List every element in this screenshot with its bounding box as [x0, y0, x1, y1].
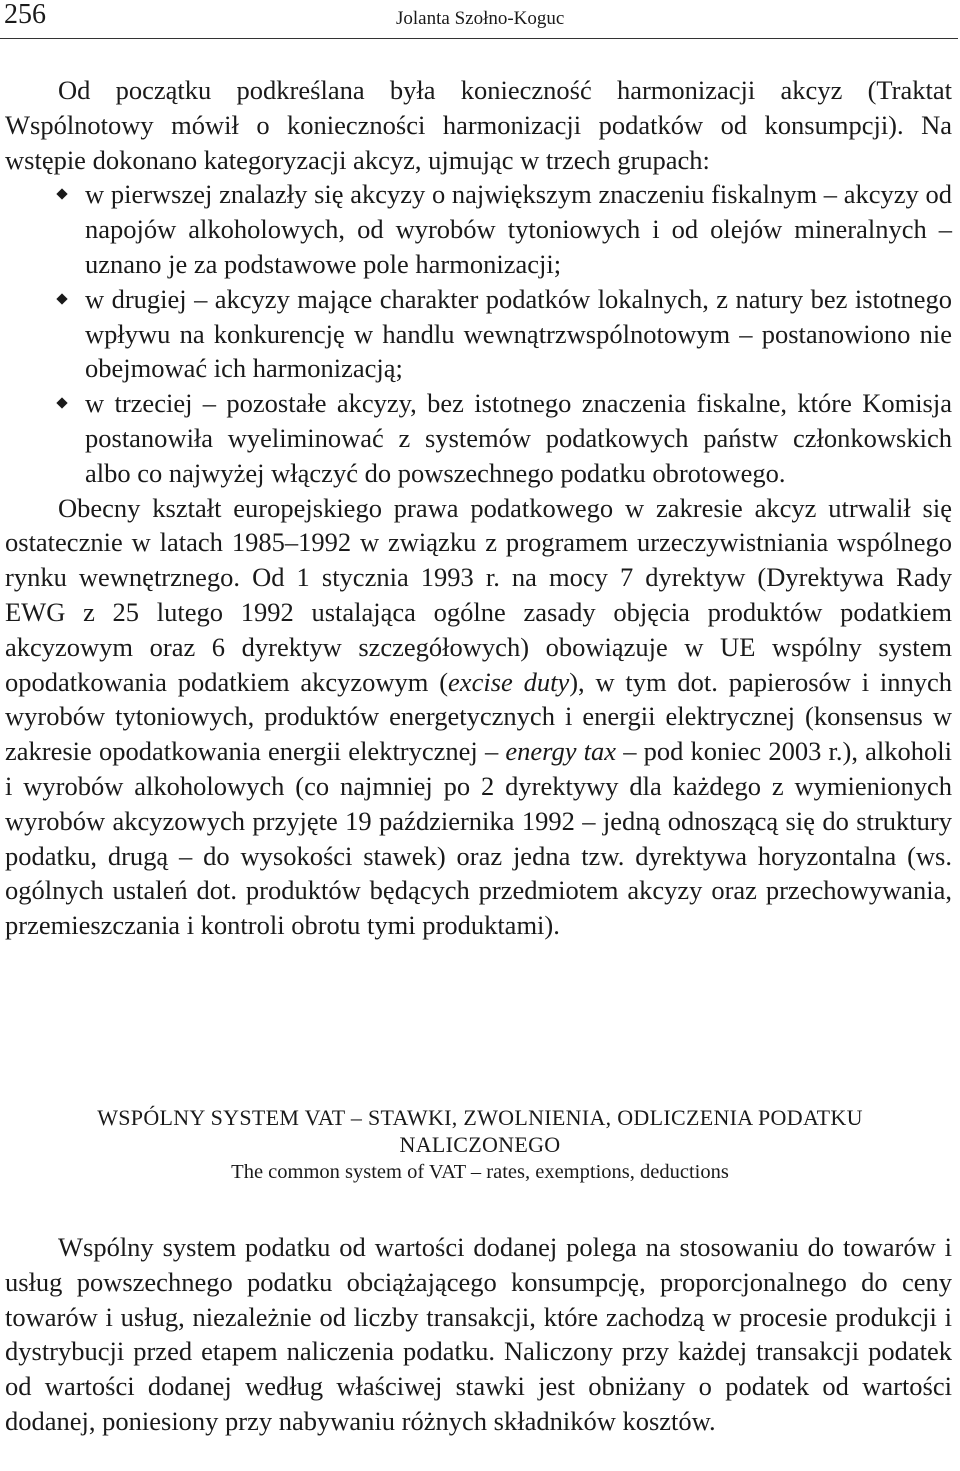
page-header	[0, 0, 960, 38]
italic-term-energy-tax: energy tax	[505, 736, 617, 767]
list-item	[5, 282, 952, 386]
paragraph-current-law-part3: – pod koniec 2003 r.), alkoholi i wyrobów alkoholowych (co najmniej po 2 dyrektywy dla każdego z wymienionych wyrobów akcyzowych przyjęte 19 października 1992 – jedną odnoszącą się do struktury podatku, drugą – do wysokości stawek) oraz jedna tzw. dyrektywa horyzontalna (ws. ogólnych ustaleń dot. produktów będących przedmiotem akcyzy oraz przechowywania, przemieszczania i kontroli obrotu tymi produktami).	[5, 736, 952, 941]
page-number: 256	[4, 0, 46, 30]
paragraph-harmonization	[5, 73, 952, 177]
paragraph-current-law-part1: Obecny kształt europejskiego prawa podatkowego w zakresie akcyz utrwalił się ostatecznie w latach 1985–1992 w związku z programem urzeczywistniania wspólnego rynku wewnętrznego. Od 1 stycznia 1993 r. na mocy 7 dyrektyw (Dyrektywa Rady EWG z 25 lutego 1992 ustalająca ogólne zasady objęcia produktów podatkiem akcyzowym oraz 6 dyrektyw szczegółowych) obowiązuje w UE wspólny system opodatkowania podatkiem akcyzowym (	[5, 492, 952, 697]
diamond-bullet-icon	[56, 398, 67, 409]
italic-term-excise-duty: excise duty	[448, 666, 570, 697]
running-head-author: Jolanta Szołno-Koguc	[396, 8, 565, 29]
header-rule	[0, 38, 958, 39]
paragraph-harmonization-sentence2: Na wstępie dokonano kategoryzacji akcyz, ujmując w trzech grupach:	[5, 109, 953, 175]
section-title-line2: NALICZONEGO	[399, 1132, 561, 1157]
section-subtitle-english: The common system of VAT – rates, exemptions, deductions	[231, 1161, 729, 1183]
first-section-text	[5, 73, 952, 943]
list-item	[5, 386, 952, 490]
excise-groups-list	[5, 177, 952, 490]
section-heading	[0, 1104, 960, 1186]
list-item-text: w pierwszej znalazły się akcyzy o największym znaczeniu fiskalnym – akcyzy od napojów alkoholowych, od wyrobów tytoniowych i od olejów mineralnych – uznano je za podstawowe pole harmonizacji;	[85, 179, 952, 279]
list-item	[5, 177, 952, 281]
paragraph-vat-system: Wspólny system podatku od wartości dodanej polega na stosowaniu do towarów i usług powszechnego podatku obciążającego konsumpcję, proporcjonalnego do ceny towarów i usług, niezależnie od liczby transakcji, które zachodzą w procesie produkcji i dystrybucji przed etapem naliczenia podatku. Naliczony przy każdej transakcji podatek od wartości dodanej według właściwej stawki jest obniżany o podatek od wartości dodanej, poniesiony przy nabywaniu różnych składników kosztów.	[5, 1232, 952, 1436]
diamond-bullet-icon	[56, 189, 67, 200]
vat-section-text	[5, 1230, 952, 1439]
list-item-text: w drugiej – akcyzy mające charakter podatków lokalnych, z natury bez istotnego wpływu na konkurencję w handlu wewnątrzwspólnotowym – postanowiono nie obejmować ich harmonizacją;	[85, 283, 952, 384]
paragraph-current-law-part2: ), w tym dot. papierosów i innych wyrobów tytoniowych, produktów energetycznych i energii elektrycznej (konsensus w zakresie opodatkowania energii elektrycznej –	[5, 666, 952, 767]
diamond-bullet-icon	[56, 293, 67, 304]
paragraph-current-law	[5, 491, 952, 943]
list-item-text: w trzeciej – pozostałe akcyzy, bez istotnego znaczenia fiskalne, które Komisja postanowiła wyeliminować z systemów podatkowych państw członkowskich albo co najwyżej włączyć do powszechnego podatku obrotowego.	[85, 388, 952, 488]
section-title-line1: WSPÓLNY SYSTEM VAT – STAWKI, ZWOLNIENIA, ODLICZENIA PODATKU	[97, 1105, 863, 1130]
paragraph-harmonization-sentence1: Od początku podkreślana była konieczność harmonizacji akcyz (Traktat Wspólnotowy mówił o konieczności harmonizacji podatków od konsumpcji).	[5, 75, 952, 140]
